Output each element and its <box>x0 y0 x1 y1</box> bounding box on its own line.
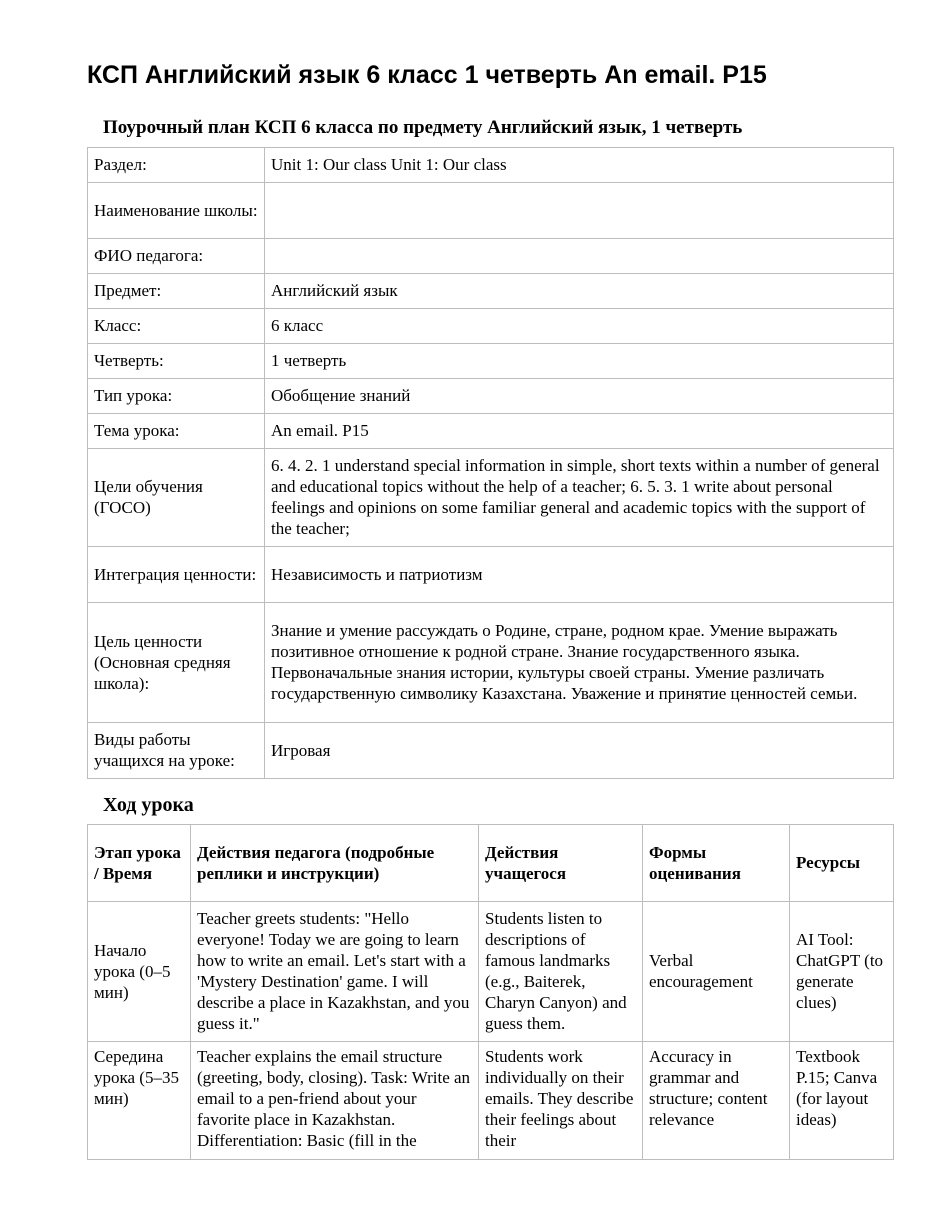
info-row-lesson-topic <box>88 414 894 449</box>
resources-text: Textbook P.15; Canva (for layout ideas) <box>796 1047 878 1129</box>
info-value: Английский язык <box>265 274 894 309</box>
info-label: Класс: <box>88 309 265 344</box>
info-row-lesson-type <box>88 379 894 414</box>
info-row-work-types <box>88 723 894 779</box>
info-label: Интеграция ценности: <box>88 547 265 603</box>
resources-cell: AI Tool: ChatGPT (to generate clues) <box>790 902 894 1042</box>
lesson-row-start <box>88 902 894 1042</box>
info-value: 1 четверть <box>265 344 894 379</box>
teacher-actions-cell <box>191 1042 479 1160</box>
info-value: Игровая <box>265 723 894 779</box>
teacher-actions-text: Teacher explains the email structure (greeting, body, closing). Task: Write an email to a pen-friend about your favorite place in Kazakhstan. Differentiation: Basic (fill in the <box>197 1047 471 1150</box>
student-actions-text: Students work individually on their emails. They describe their feelings about their <box>485 1047 634 1150</box>
info-row-grade <box>88 309 894 344</box>
info-label: Тема урока: <box>88 414 265 449</box>
info-row-school <box>88 183 894 239</box>
info-value: Unit 1: Our class Unit 1: Our class <box>265 148 894 183</box>
header-resources: Ресурсы <box>790 825 894 902</box>
info-label: Раздел: <box>88 148 265 183</box>
assessment-text: Accuracy in grammar and structure; content relevance <box>649 1047 768 1129</box>
header-teacher-actions: Действия педагога (подробные реплики и инструкции) <box>191 825 479 902</box>
info-row-learning-objectives <box>88 449 894 547</box>
student-actions-cell: Students listen to descriptions of famous landmarks (e.g., Baiterek, Charyn Canyon) and guess them. <box>479 902 643 1042</box>
resources-cell <box>790 1042 894 1160</box>
student-actions-cell <box>479 1042 643 1160</box>
plan-subtitle: Поурочный план КСП 6 класса по предмету Английский язык, 1 четверть <box>103 117 743 138</box>
lesson-progress-table <box>87 824 894 1160</box>
stage-cell: Начало урока (0–5 мин) <box>88 902 191 1042</box>
info-label: Наименование школы: <box>88 183 265 239</box>
info-value: 6. 4. 2. 1 understand special information in simple, short texts within a number of general and educational topics without the help of a teacher; 6. 5. 3. 1 write about personal feelings and opinions on some familiar general and academic topics with the support of the teacher; <box>265 449 894 547</box>
lesson-progress-heading: Ход урока <box>103 794 194 816</box>
info-value <box>265 183 894 239</box>
info-label: Виды работы учащихся на уроке: <box>88 723 265 779</box>
info-row-quarter <box>88 344 894 379</box>
info-value: Знание и умение рассуждать о Родине, стране, родном крае. Умение выражать позитивное отношение к родной стране. Знание государственного языка. Первоначальные знания истории, культуры своей страны. Умение различать государственную символику Казахстана. Уважение и принятие ценностей семьи. <box>265 603 894 723</box>
assessment-cell: Verbal encouragement <box>643 902 790 1042</box>
info-value: Независимость и патриотизм <box>265 547 894 603</box>
teacher-actions-cell: Teacher greets students: "Hello everyone! Today we are going to learn how to write an email. Let's start with a 'Mystery Destination' game. I will describe a place in Kazakhstan, and you guess it." <box>191 902 479 1042</box>
info-row-section <box>88 148 894 183</box>
info-row-subject <box>88 274 894 309</box>
document-title: КСП Английский язык 6 класс 1 четверть An email. P15 <box>87 61 767 89</box>
info-value: Обобщение знаний <box>265 379 894 414</box>
header-assessment: Формы оценивания <box>643 825 790 902</box>
lesson-info-table <box>87 147 894 779</box>
header-stage: Этап урока / Время <box>88 825 191 902</box>
info-value <box>265 239 894 274</box>
stage-cell <box>88 1042 191 1160</box>
stage-text: Середина урока (5–35 мин) <box>94 1047 179 1108</box>
info-label: Цель ценности (Основная средняя школа): <box>88 603 265 723</box>
lesson-header-row <box>88 825 894 902</box>
info-value: An email. P15 <box>265 414 894 449</box>
info-row-value-integration <box>88 547 894 603</box>
info-row-value-goal <box>88 603 894 723</box>
info-label: Четверть: <box>88 344 265 379</box>
info-value: 6 класс <box>265 309 894 344</box>
header-student-actions: Действия учащегося <box>479 825 643 902</box>
lesson-row-middle <box>88 1042 894 1160</box>
info-label: Цели обучения (ГОСО) <box>88 449 265 547</box>
info-label: ФИО педагога: <box>88 239 265 274</box>
info-label: Предмет: <box>88 274 265 309</box>
info-row-teacher <box>88 239 894 274</box>
assessment-cell <box>643 1042 790 1160</box>
info-label: Тип урока: <box>88 379 265 414</box>
